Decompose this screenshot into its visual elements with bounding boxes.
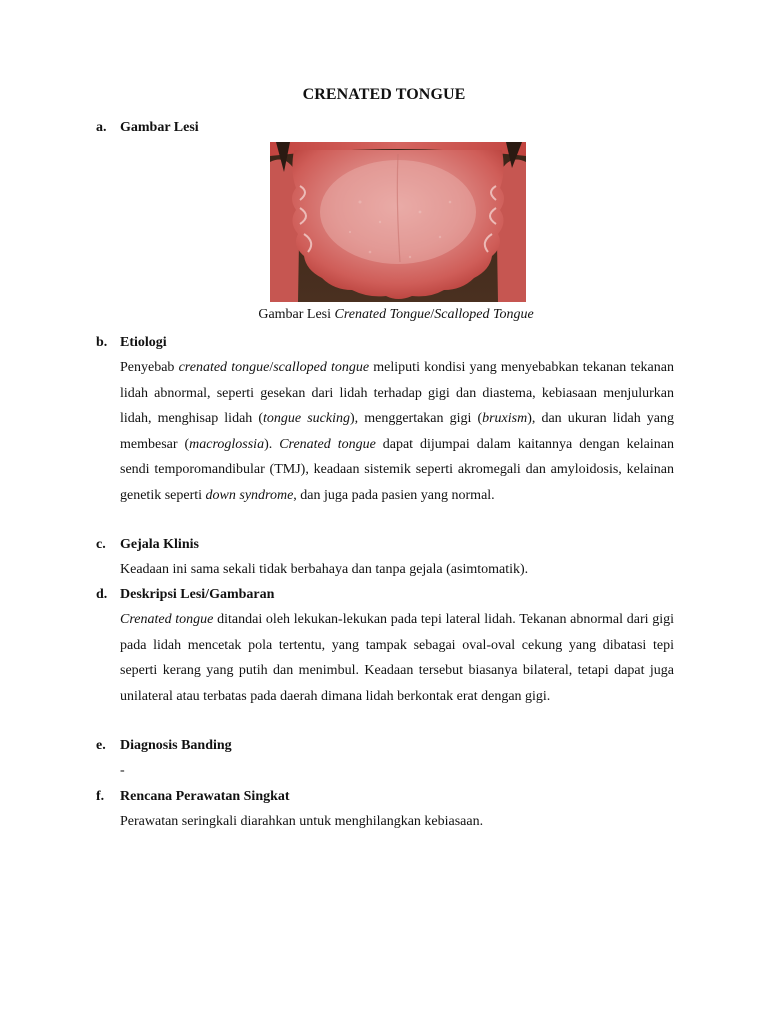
document-title: CRENATED TONGUE [302, 86, 466, 103]
deskripsi-lesi-paragraph: Crenated tongue ditandai oleh lekukan-lekukan pada tepi lateral lidah. Tekanan abnormal dari gigi pada lidah mencetak pola tertentu, yang tampak sebagai oval-oval cekung yang dibatasi tepi seperti kerang yang putih dan menimbul. Keadaan tersebut biasanya bilateral, tetapi dapat juga unilateral atau terbatas pada daerah dimana lidah berkontak erat dengan gigi. [120, 612, 675, 704]
section-letter: c. [96, 537, 106, 552]
section-heading: Gambar Lesi [120, 120, 199, 135]
section-gejala-klinis [96, 532, 674, 583]
diagnosis-banding-text: - [120, 763, 125, 778]
section-letter: b. [96, 335, 108, 350]
tongue-lesion-photo [270, 142, 526, 302]
section-heading: Rencana Perawatan Singkat [120, 789, 290, 804]
section-letter: e. [96, 738, 106, 753]
section-letter: f. [96, 789, 105, 804]
section-etiologi [96, 330, 674, 509]
section-letter: d. [96, 587, 108, 602]
section-heading: Etiologi [120, 335, 167, 350]
section-deskripsi-lesi [96, 582, 674, 709]
section-rencana-perawatan [96, 784, 674, 835]
rencana-perawatan-text: Perawatan seringkali diarahkan untuk menghilangkan kebiasaan. [120, 814, 484, 829]
section-gambar-lesi [96, 115, 674, 140]
figure-caption: Gambar Lesi Crenated Tongue/Scalloped Tongue [258, 307, 534, 322]
section-letter: a. [96, 120, 107, 135]
gejala-klinis-text: Keadaan ini sama sekali tidak berbahaya dan tanpa gejala (asimtomatik). [120, 562, 529, 577]
section-heading: Gejala Klinis [120, 537, 199, 552]
section-heading: Diagnosis Banding [120, 738, 232, 753]
etiologi-paragraph: Penyebab crenated tongue/scalloped tongue meliputi kondisi yang menyebabkan tekanan tekanan lidah abnormal, seperti gesekan dari lidah terhadap gigi dan diastema, kebiasaan menjulurkan lidah, menghisap lidah (tongue sucking), menggertakan gigi (bruxism), dan ukuran lidah yang membesar (macroglossia). Crenated tongue dapat dijumpai dalam kaitannya dengan kelainan sendi temporomandibular (TMJ), keadaan sistemik seperti akromegali dan amyloidosis, kelainan genetik seperti down syndrome, dan juga pada pasien yang normal. [120, 360, 674, 503]
section-diagnosis-banding [96, 733, 674, 784]
section-heading: Deskripsi Lesi/Gambaran [120, 587, 275, 602]
